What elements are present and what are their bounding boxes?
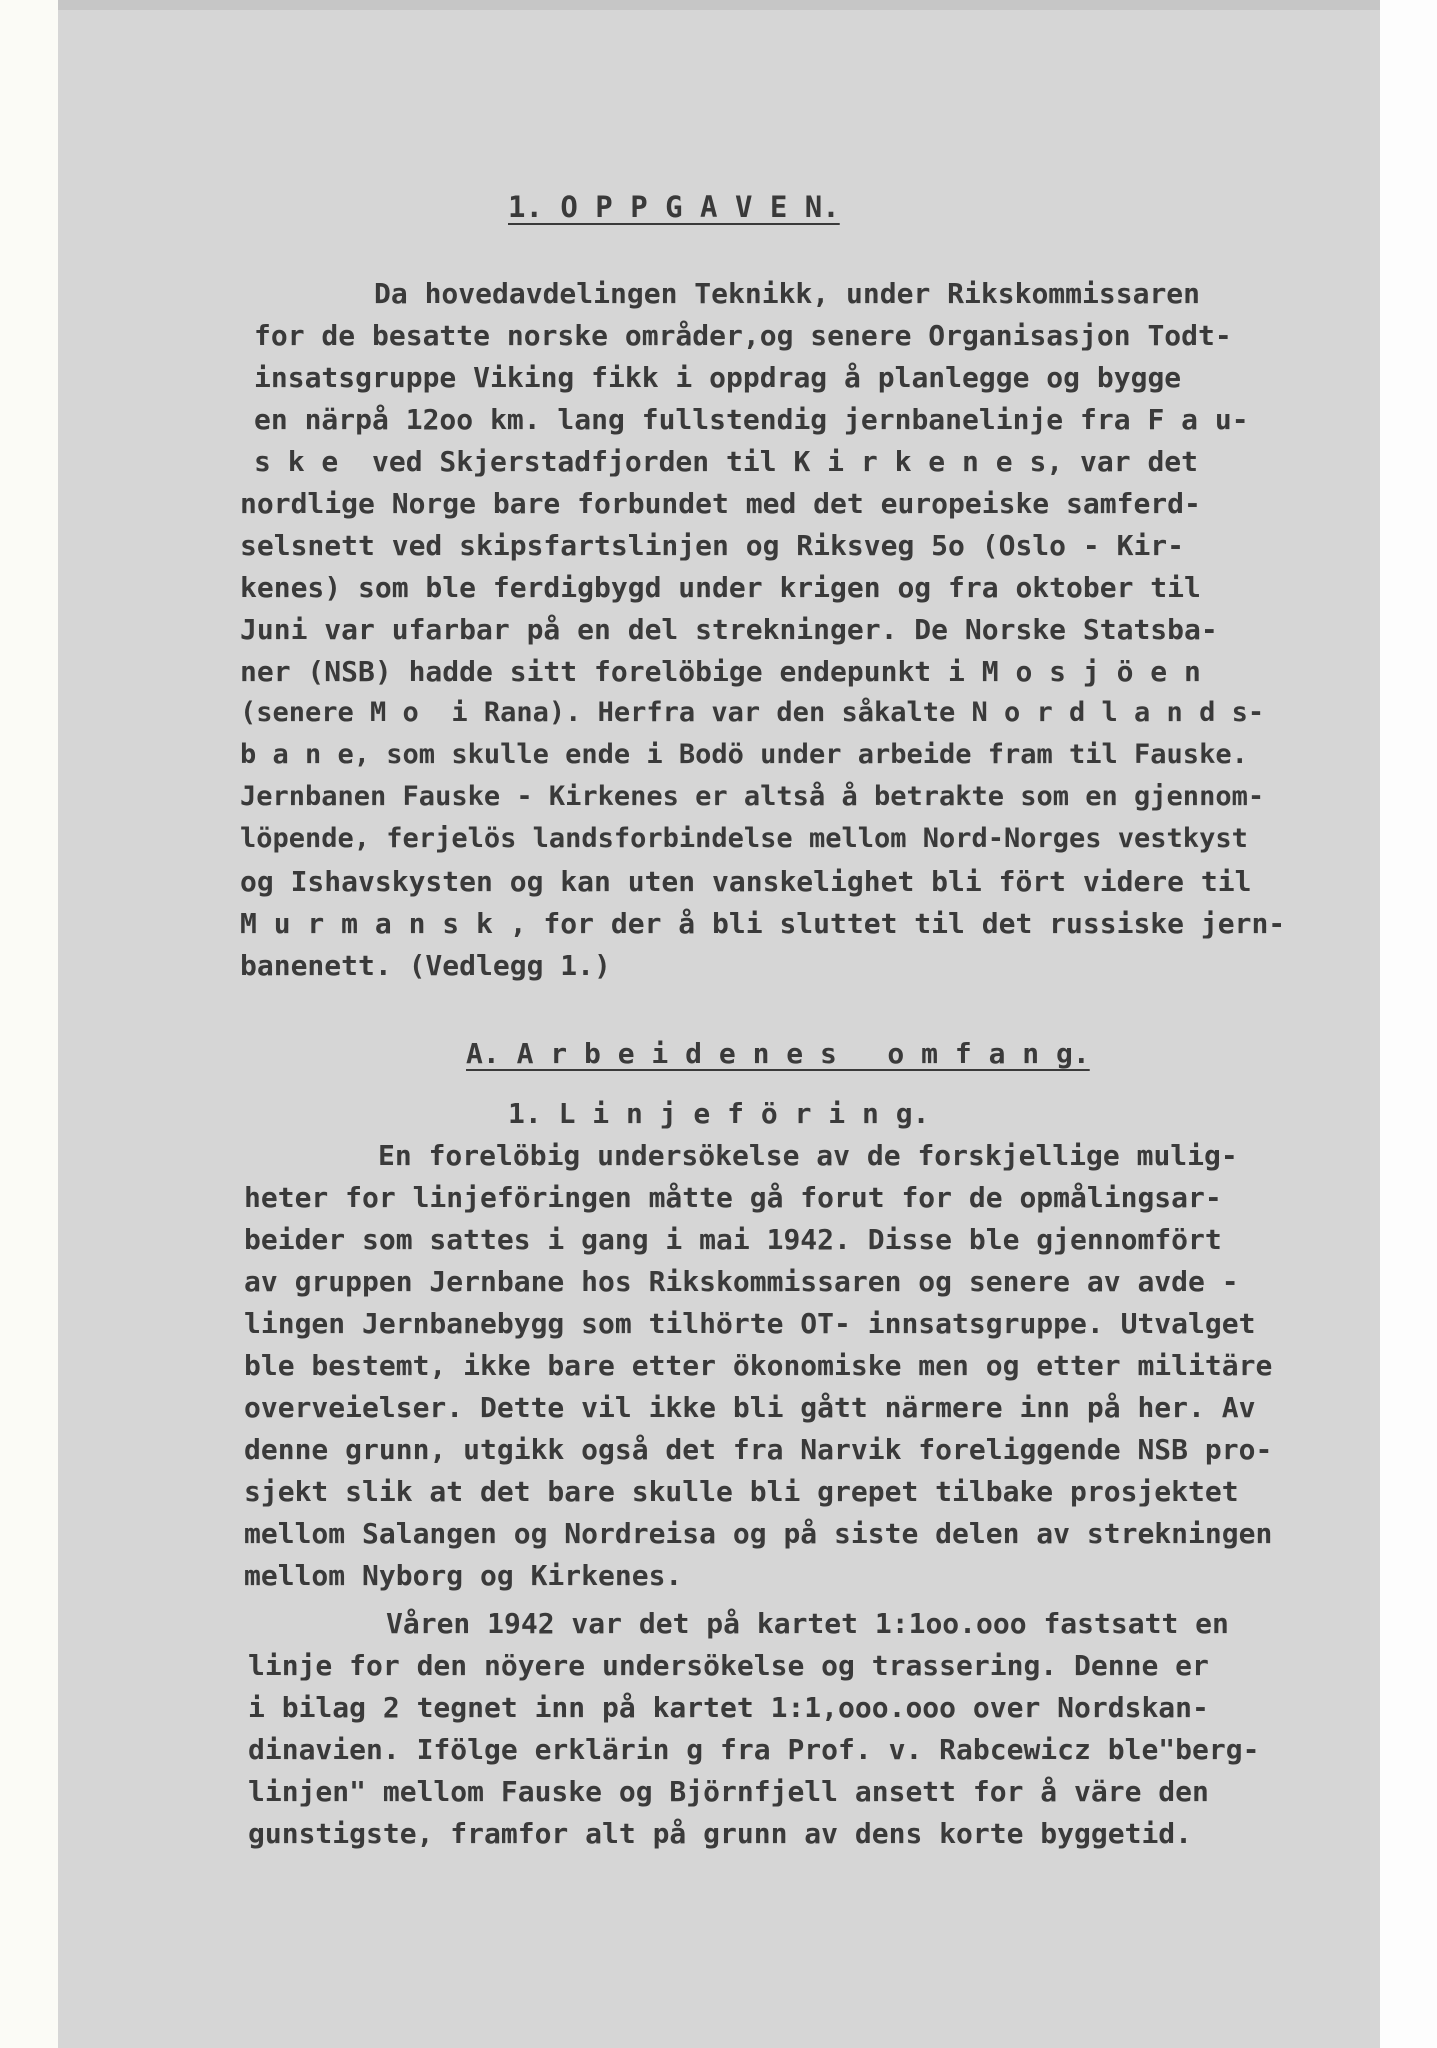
text-line: dinavien. Ifölge erklärin g fra Prof. v. Rabcewicz ble"berg- xyxy=(248,1733,1260,1766)
text-line: En forelöbig undersökelse av de forskjellige mulig- xyxy=(378,1139,1238,1172)
text-line: en närpå 12oo km. lang fullstendig jernbanelinje fra F a u- xyxy=(254,403,1249,436)
scan-left-margin xyxy=(0,0,58,2048)
text-line: banenett. (Vedlegg 1.) xyxy=(240,949,611,982)
section-a-heading: A. A r b e i d e n e s o m f a n g. xyxy=(466,1037,1090,1070)
text-line: overveielser. Dette vil ikke bli gått närmere inn på her. Av xyxy=(244,1391,1256,1424)
text-line: og Ishavskysten og kan uten vanskelighet bli fört videre til xyxy=(240,865,1252,898)
text-line: i bilag 2 tegnet inn på kartet 1:1,ooo.ooo over Nordskan- xyxy=(248,1691,1209,1724)
text-line: linjen" mellom Fauske og Björnfjell ansett for å väre den xyxy=(248,1775,1209,1808)
text-line: Da hovedavdelingen Teknikk, under Rikskommissaren xyxy=(374,277,1201,310)
text-line: for de besatte norske områder,og senere Organisasjon Todt- xyxy=(254,319,1232,352)
text-line: mellom Nyborg og Kirkenes. xyxy=(244,1559,683,1592)
text-line: av gruppen Jernbane hos Rikskommissaren og senere av avde - xyxy=(244,1265,1239,1298)
chapter-heading: 1. O P P G A V E N. xyxy=(508,190,840,224)
text-line: gunstigste, framfor alt på grunn av dens korte byggetid. xyxy=(248,1817,1193,1850)
text-line: kenes) som ble ferdigbygd under krigen og fra oktober til xyxy=(240,571,1201,604)
text-line: lingen Jernbanebygg som tilhörte OT- innsatsgruppe. Utvalget xyxy=(244,1307,1256,1340)
text-line: mellom Salangen og Nordreisa og på siste delen av strekningen xyxy=(244,1517,1273,1550)
text-line: denne grunn, utgikk også det fra Narvik foreliggende NSB pro- xyxy=(244,1433,1273,1466)
subsection-1-heading: 1. L i n j e f ö r i n g. xyxy=(508,1097,930,1130)
page-top-edge xyxy=(58,0,1380,10)
text-line: b a n e, som skulle ende i Bodö under arbeide fram til Fauske. xyxy=(240,739,1248,770)
text-line: insatsgruppe Viking fikk i oppdrag å planlegge og bygge xyxy=(254,361,1182,394)
text-line: ner (NSB) hadde sitt forelöbige endepunkt i M o s j ö e n xyxy=(240,655,1201,688)
text-line: Jernbanen Fauske - Kirkenes er altså å betrakte som en gjennom- xyxy=(240,781,1265,812)
text-line: beider som sattes i gang i mai 1942. Disse ble gjennomfört xyxy=(244,1223,1222,1256)
text-line: selsnett ved skipsfartslinjen og Riksveg 5o (Oslo - Kir- xyxy=(240,529,1185,562)
text-line: heter for linjeföringen måtte gå forut for de opmålingsar- xyxy=(244,1181,1222,1214)
text-line: löpende, ferjelös landsforbindelse mellom Nord-Norges vestkyst xyxy=(240,823,1248,854)
scan-right-margin xyxy=(1380,0,1437,2048)
text-line: nordlige Norge bare forbundet med det europeiske samferd- xyxy=(240,487,1201,520)
text-line: linje for den nöyere undersökelse og trassering. Denne er xyxy=(248,1649,1209,1682)
text-line: ble bestemt, ikke bare etter ökonomiske men og etter militäre xyxy=(244,1349,1273,1382)
text-line: (senere M o i Rana). Herfra var den såkalte N o r d l a n d s- xyxy=(240,697,1265,728)
text-line: M u r m a n s k , for der å bli sluttet til det russiske jern- xyxy=(240,907,1286,940)
text-line: s k e ved Skjerstadfjorden til K i r k e n e s, var det xyxy=(254,445,1199,478)
text-line: Våren 1942 var det på kartet 1:1oo.ooo fastsatt en xyxy=(386,1607,1229,1640)
text-line: Juni var ufarbar på en del strekninger. De Norske Statsba- xyxy=(240,613,1218,646)
text-line: sjekt slik at det bare skulle bli grepet tilbake prosjektet xyxy=(244,1475,1239,1508)
